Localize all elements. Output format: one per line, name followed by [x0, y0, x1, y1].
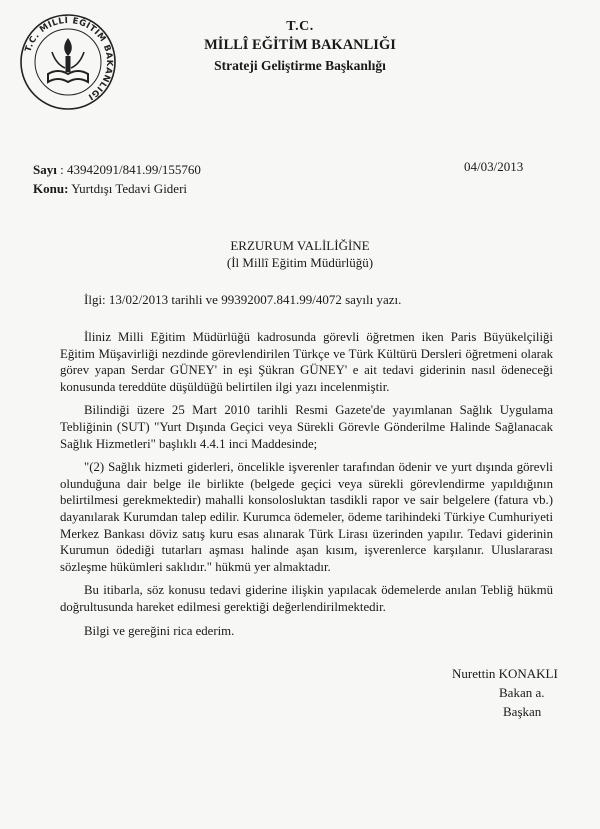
paragraph-2: Bilindiği üzere 25 Mart 2010 tarihli Resmi Gazete'de yayımlanan Sağlık Uygulama Tebliğinin (SUT) "Yurt Dışında Geçici veya Sürekli Görevle Gönderilme Halinde Sağlanacak Sağlık Hizmetleri" başlıklı 4.4.1 inci Maddesinde; — [60, 403, 553, 451]
letterhead-ministry: MİLLÎ EĞİTİM BAKANLIĞI — [204, 37, 396, 53]
letterhead-tc: T.C. — [286, 19, 314, 34]
reference-label: Sayı — [33, 162, 57, 177]
signatory-title: Başkan — [503, 704, 542, 719]
reference-note: İlgi: 13/02/2013 tarihli ve 99392007.841.99/4072 sayılı yazı. — [84, 292, 402, 307]
addressee — [150, 237, 450, 271]
paragraph-5: Bilgi ve gereğini rica ederim. — [84, 623, 235, 638]
ministry-seal-logo — [18, 12, 118, 112]
document-date: 04/03/2013 — [464, 159, 524, 174]
reference-value: : 43942091/841.99/155760 — [60, 162, 201, 177]
paragraph-1: İliniz Milli Eğitim Müdürlüğü kadrosunda görevli öğretmen iken Paris Büyükelçiliği Eğitim Müşavirliği nezdinde görevlendirilen Türkçe ve Türk Kültürü Dersleri öğretmeni olarak görev yapan Serdar GÜNEY' in eşi Şükran GÜNEY' e ait tedavi giderinin nasıl ödeneceği konusunda tereddüte düşüldüğü belirtilen ilgi yazı incelenmiştir. — [60, 330, 553, 394]
paragraph-4: Bu itibarla, söz konusu tedavi giderine ilişkin yapılacak ödemelerde anılan Tebliğ hükmü doğrultusunda hareket edilmesi gerektiği değerlendirilmektedir. — [60, 583, 553, 614]
letter-body — [60, 329, 553, 639]
reference-number — [33, 161, 201, 178]
subject-value: Yurtdışı Tedavi Gideri — [71, 181, 188, 196]
addressee-line2: (İl Millî Eğitim Müdürlüğü) — [226, 255, 374, 270]
signatory-name: Nurettin KONAKLI — [452, 666, 558, 681]
svg-text:T.C. MİLLÎ EĞİTİM BAKANLIĞI: T.C. MİLLÎ EĞİTİM BAKANLIĞI — [23, 15, 115, 102]
paragraph-3: "(2) Sağlık hizmeti giderleri, öncelikle işverenler tarafından ödenir ve yurt dışında görevli olunduğuna dair belge ile birlikte (belgede geçici veya sürekli görevlendirme yapıldığının belirtilmesi gerekmektedir) mahalli konsolosluktan tasdikli rapor ve sair belgelere (fatura vb.) dayanılarak Kurumdan talep edilir. Kurumca ödemeler, ödeme tarihindeki Türkiye Cumhuriyeti Merkez Bankası döviz satış kuru esas alınarak Türk Lirası üzerinden yapılır. Tedavi giderinin Kurumun ödediği tutarları aşması halinde aşan kısım, işverenlerce karşılanır. Uluslararası sözleşme hükümleri saklıdır." hükmü yer almaktadır. — [60, 460, 553, 574]
letterhead-department: Strateji Geliştirme Başkanlığı — [214, 58, 386, 73]
subject-line — [33, 180, 187, 197]
signature-block — [452, 664, 558, 721]
letterhead — [150, 18, 450, 75]
signatory-capacity: Bakan a. — [499, 685, 545, 700]
subject-label: Konu: — [33, 181, 69, 196]
addressee-line1: ERZURUM VALİLİĞİNE — [230, 238, 370, 253]
